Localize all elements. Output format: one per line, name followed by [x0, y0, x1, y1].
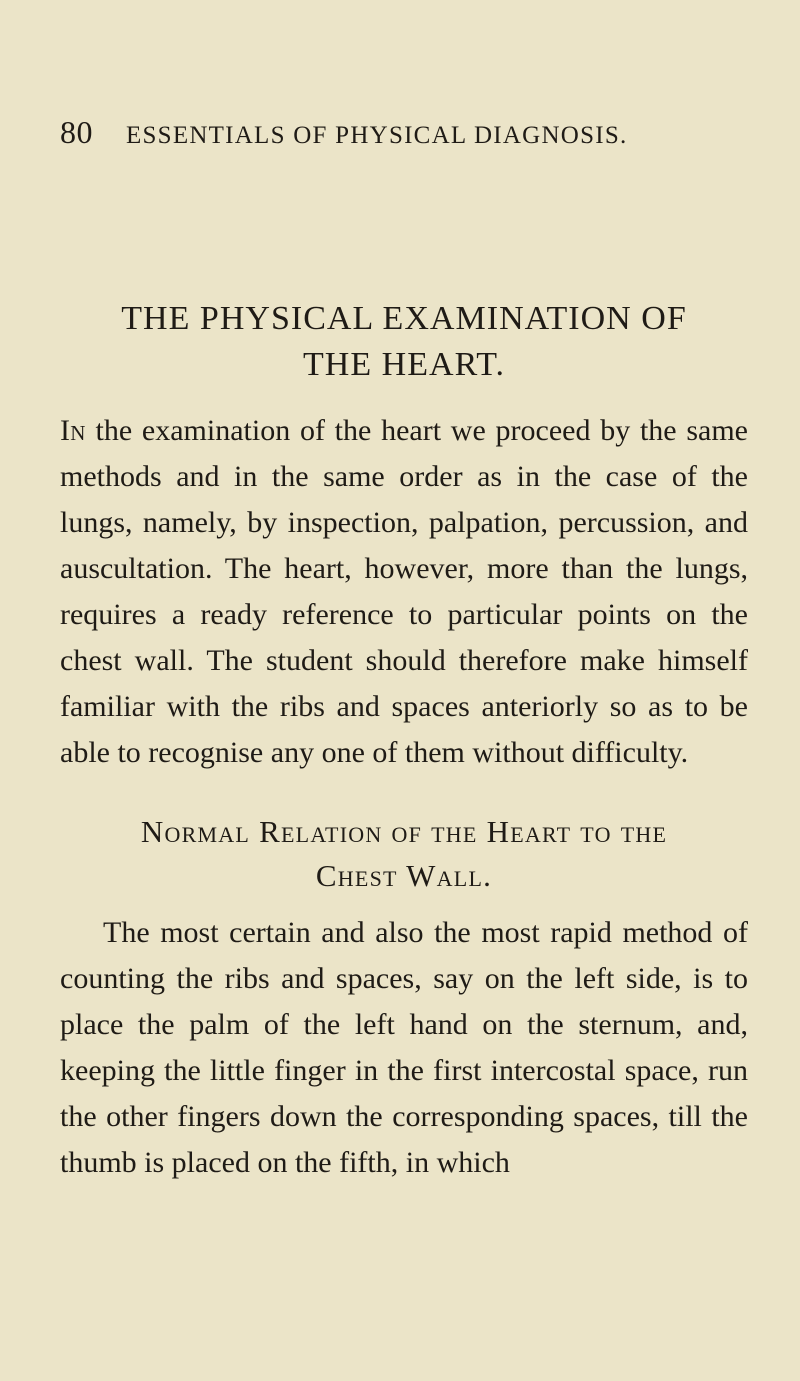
intro-lead-word: In: [60, 414, 86, 447]
section-heading-line-2: Chest Wall.: [315, 858, 493, 893]
section-paragraph: The most certain and also the most rapid method of counting the ribs and spaces, say on the left side, is to place the palm of the left hand on the sternum, and, keeping the little finger in the first intercostal space, run the other fingers down the corresponding spaces, till the thumb is placed on the fifth, in which: [60, 916, 748, 1179]
page-number: 80: [60, 114, 93, 150]
chapter-title-line-1: THE PHYSICAL EXAMINATION OF: [121, 300, 687, 337]
intro-paragraph-text: the examination of the heart we proceed by the same methods and in the same order as in the case of the lungs, namely, by inspection, palpation, percussion, and auscultation. The heart, however, more than the lungs, requires a ready reference to particular points on the chest wall. The student should therefore make himself familiar with the ribs and spaces anteriorly so as to be able to recognise any one of them without difficulty.: [60, 414, 748, 769]
running-head: [60, 114, 748, 156]
chapter-title: [60, 296, 748, 388]
section-heading: [60, 810, 748, 898]
intro-paragraph: [60, 408, 748, 776]
running-title: ESSENTIALS OF PHYSICAL DIAGNOSIS.: [126, 122, 628, 149]
section-heading-line-1: Normal Relation of the Heart to the: [140, 814, 668, 849]
chapter-title-line-2: THE HEART.: [302, 346, 506, 383]
